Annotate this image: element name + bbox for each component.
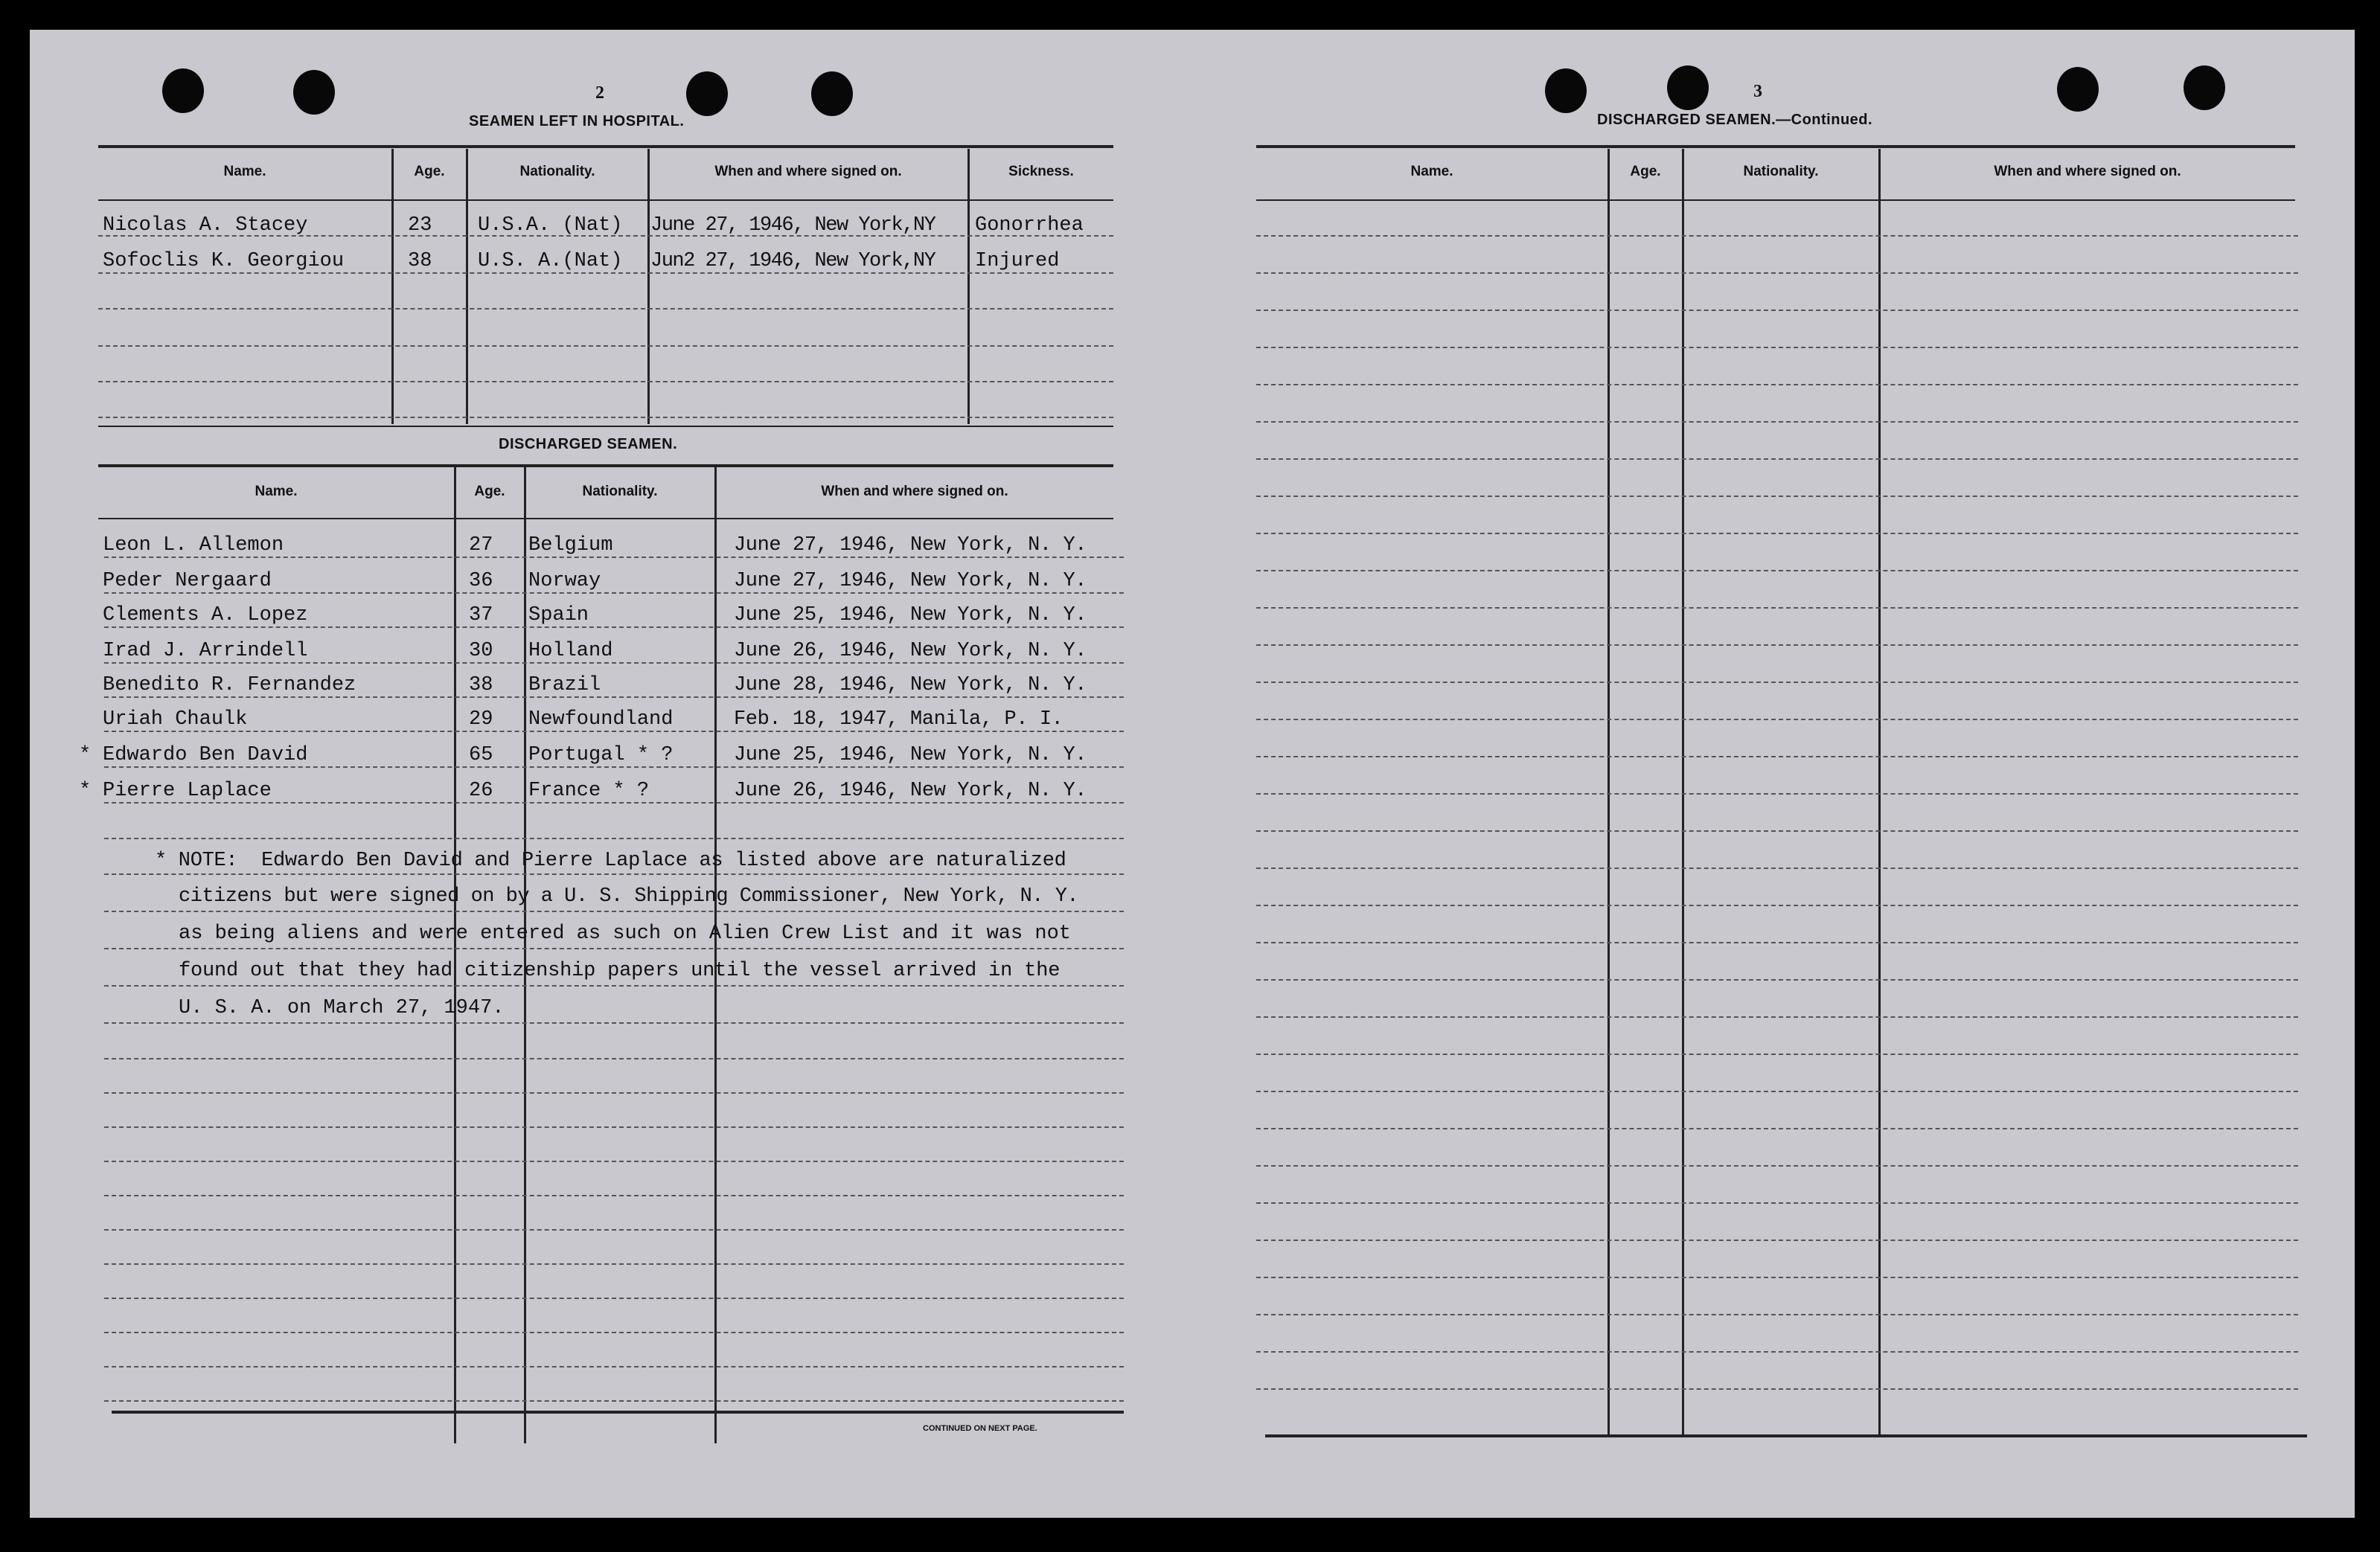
hospital-section-title: SEAMEN LEFT IN HOSPITAL. [469,113,685,129]
page-number: 3 [1753,82,1762,101]
continued-footer: CONTINUED ON NEXT PAGE. [923,1424,1037,1433]
note-line: * NOTE: Edwardo Ben David and Pierre Laplace as listed above are naturalized [155,850,1066,872]
binder-hole [1667,65,1709,110]
signed-on: June 27, 1946, New York,NY [650,214,935,237]
seaman-age: 30 [469,640,493,662]
signed-on: Jun2 27, 1946, New York,NY [650,250,935,272]
seaman-name: Peder Nergaard [103,570,272,592]
binder-hole [2057,67,2099,112]
column-header: Nationality. [582,484,658,499]
note-line: found out that they had citizenship papers until the vessel arrived in the [179,960,1061,982]
column-header: When and where signed on. [821,484,1008,499]
seaman-age: 26 [469,780,493,802]
page-number: 2 [595,83,604,103]
note-line: as being aliens and were entered as such on Alien Crew List and it was not [179,923,1071,945]
signed-on: June 25, 1946, New York, N. Y. [734,604,1087,626]
seaman-nationality: Brazil [528,674,601,696]
signed-on: June 27, 1946, New York, N. Y. [734,570,1087,592]
binder-hole [811,71,853,116]
column-header: When and where signed on. [1994,164,2181,179]
column-header: When and where signed on. [714,164,902,179]
seaman-nationality: Newfoundland [528,708,674,731]
seaman-name: Pierre Laplace [103,780,272,802]
binder-hole [162,68,204,113]
seaman-age: 36 [469,570,493,592]
column-header: Age. [474,484,505,499]
seaman-age: 38 [408,250,432,272]
row-marker: * [79,780,92,802]
signed-on: June 27, 1946, New York, N. Y. [734,534,1087,557]
signed-on: June 26, 1946, New York, N. Y. [734,780,1087,802]
row-marker: * [79,744,92,766]
seaman-age: 29 [469,708,493,731]
binder-hole [293,70,335,115]
seaman-name: Nicolas A. Stacey [103,214,308,237]
signed-on: June 26, 1946, New York, N. Y. [734,640,1087,662]
binder-hole [686,71,728,116]
right-section-title: DISCHARGED SEAMEN.—Continued. [1597,112,1873,128]
seaman-nationality: Norway [528,570,601,592]
signed-on: Feb. 18, 1947, Manila, P. I. [734,708,1063,731]
seaman-name: Leon L. Allemon [103,534,284,557]
binder-hole [2184,65,2225,110]
note-line: citizens but were signed on by a U. S. Shipping Commissioner, New York, N. Y. [179,885,1079,908]
column-header: Age. [414,164,445,179]
seaman-age: 37 [469,604,493,626]
note-line: U. S. A. on March 27, 1947. [179,997,505,1019]
seaman-nationality: France * ? [528,780,650,802]
column-header: Sickness. [1008,164,1074,179]
seaman-nationality: U.S. A.(Nat) [478,250,623,272]
seaman-nationality: Portugal * ? [528,744,674,766]
seaman-age: 65 [469,744,493,766]
seaman-nationality: Spain [528,604,589,626]
column-header: Name. [223,164,266,179]
column-header: Nationality. [519,164,595,179]
seaman-nationality: Belgium [528,534,613,557]
seaman-name: Irad J. Arrindell [103,640,308,662]
signed-on: June 28, 1946, New York, N. Y. [734,674,1087,696]
sickness: Gonorrhea [975,214,1084,237]
column-header: Name. [255,484,298,499]
binder-hole [1545,68,1587,113]
seaman-age: 38 [469,674,493,696]
discharged-section-title: DISCHARGED SEAMEN. [499,436,678,452]
seaman-name: Clements A. Lopez [103,604,308,626]
sickness: Injured [975,250,1060,272]
signed-on: June 25, 1946, New York, N. Y. [734,744,1087,766]
document-page [30,30,2355,1518]
column-header: Name. [1410,164,1453,179]
seaman-nationality: U.S.A. (Nat) [478,214,623,237]
seaman-age: 27 [469,534,493,557]
column-header: Nationality. [1743,164,1819,179]
seaman-nationality: Holland [528,640,613,662]
seaman-name: Sofoclis K. Georgiou [103,250,345,272]
seaman-name: Edwardo Ben David [103,744,308,766]
seaman-name: Benedito R. Fernandez [103,674,356,696]
column-header: Age. [1630,164,1661,179]
seaman-age: 23 [408,214,432,237]
seaman-name: Uriah Chaulk [103,708,248,731]
